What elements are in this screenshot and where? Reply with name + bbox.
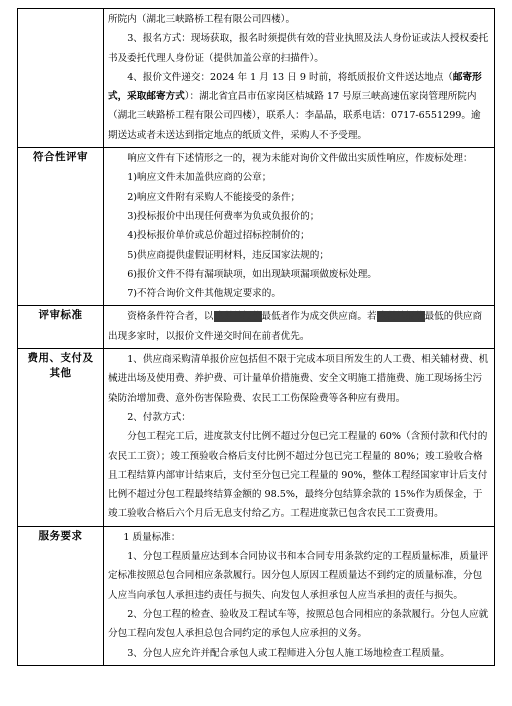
quote-submission-mail-note: 邮寄形式，采取邮寄方式	[108, 71, 482, 103]
row-compliance-review	[18, 148, 495, 306]
fees-label-line1: 费用、支付及	[27, 352, 94, 365]
row-label-empty	[18, 9, 104, 148]
row-submission	[18, 9, 495, 148]
quality-title: 1 质量标准：	[123, 531, 181, 543]
site-access-body: 3、分包人应允许并配合承包人或工程师进入分包人施工场地检查工程质量。	[127, 647, 450, 659]
standard-text-c: 最低的供应商出现多家时，以报价文件递交时间在前者优先。	[108, 311, 483, 342]
submission-content	[104, 9, 495, 148]
compliance-label: 符合性评审	[18, 148, 104, 306]
standard-text-b: 最低者作为成交供应商。若	[261, 311, 377, 323]
quote-submission-part-a: 4、报价文件递交：2024 年 1 月 13 日 9 时前，将纸质报价文件送达地点（	[127, 71, 453, 83]
document-table	[17, 8, 495, 666]
quality-body: 1、分包工程质量应达到本合同协议书和本合同专用条款约定的工程质量标准，质量评定标准按照总包合同相应条款履行。因分包人原因工程质量达不到约定的质量标准，分包人应当向承包人承担违约责任与损失、向发包人承担承包人应当承担的责任与损失。	[108, 551, 489, 601]
quote-submission-part-c: ）：湖北省宜昌市伍家岗区桔城路 17 号原三峡高速伍家岗管理所院内（湖北三峡路桥工程有限公司四楼），联系人：李晶晶，联系电话：0717-6551299。逾期送达或者未送达到指定地点的纸质文件，采购人不予受理。	[108, 91, 481, 141]
compliance-content	[104, 148, 495, 306]
redaction-mark: 除税总报价	[376, 311, 425, 323]
row-evaluation-standard	[18, 306, 495, 349]
fees-item-1: 1、供应商采购清单报价应包括但不限于完成本项目所发生的人工费、相关辅材费、机械进出场及使用费、养护费、可计量单价措施费、安全文明施工措施费、施工现场扬尘污染防治增加费、意外伤害保险费、农民工工伤保险费等各种应有费用。	[108, 354, 489, 404]
compliance-item: 6)报价文件不得有漏项缺项，如出现缺项漏项做废标处理。	[127, 268, 377, 280]
fees-content	[104, 349, 495, 527]
standard-text	[108, 307, 490, 346]
redaction-mark: 除税总报价	[213, 311, 262, 323]
compliance-item: 2)响应文件附有采购人不能接受的条件；	[127, 191, 301, 203]
fees-label-line2: 其他	[49, 367, 72, 380]
registration-method: 3、报名方式：现场获取，报名时须提供有效的营业执照及法人身份证或法人授权委托书及委托代理人身份证（提供加盖公章的扫描件）。	[108, 33, 489, 64]
compliance-item: 4)投标报价单价或总价超过招标控制价的；	[127, 230, 310, 242]
row-fees-payment	[18, 349, 495, 527]
payment-title: 2、付款方式：	[127, 411, 191, 423]
inspection-body: 2、分包工程的检查、验收及工程试车等，按照总包合同相应的条款履行。分包人应就分包工程向发包人承担总包合同约定的承包人应承担的义务。	[108, 608, 489, 640]
standard-label: 评审标准	[18, 306, 104, 349]
standard-content	[104, 306, 495, 349]
row-service-requirements	[18, 526, 495, 665]
fees-label	[18, 349, 104, 527]
quote-submission	[108, 68, 490, 145]
compliance-intro: 响应文件有下述情形之一的，视为未能对询价文件做出实质性响应，作废标处理：	[127, 153, 473, 165]
payment-body: 分包工程完工后，进度款支付比例不超过分包已完工程量的 60%（含预付款和代付的农民工工资）；竣工预验收合格后支付比例不超过分包已完工程量的 80%；竣工验收合格且工程结算内部审计结束后，支付至分包已完工程量的 90%，整体工程经国家审计后支付比例不超过分包工程最终结算金额的 98.5%，最终分包结算余款的 15%作为质保金，于竣工验收合格后六个月后无息支付给乙方。工程进度款已包含农民工工资费用。	[108, 431, 488, 520]
submission-line-first: 所院内（湖北三峡路桥工程有限公司四楼）。	[108, 14, 296, 25]
service-content	[104, 526, 495, 665]
standard-text-a: 资格条件符合者，以	[127, 311, 214, 323]
compliance-item: 5)供应商提供虚假证明材料，违反国家法规的；	[127, 249, 329, 261]
compliance-item: 1)响应文件未加盖供应商的公章；	[127, 172, 272, 184]
compliance-item: 3)投标报价中出现任何费率为负或负报价的；	[127, 210, 320, 222]
compliance-item: 7)不符合询价文件其他规定要求的。	[127, 288, 281, 300]
service-label: 服务要求	[18, 526, 104, 665]
